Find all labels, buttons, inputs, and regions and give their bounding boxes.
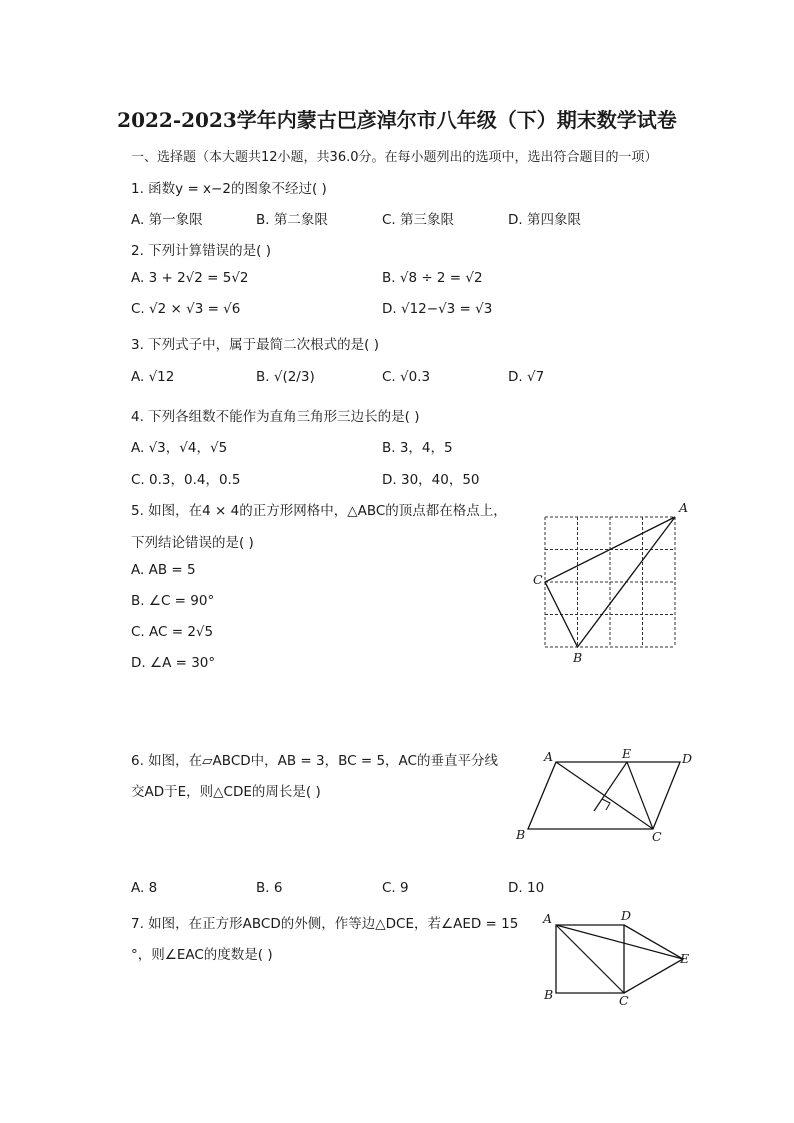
label-a: A xyxy=(543,911,553,926)
question-1-option-b: B. 第二象限 xyxy=(256,212,328,228)
question-6-option-d: D. 10 xyxy=(508,880,545,896)
question-1-option-d: D. 第四象限 xyxy=(508,212,581,228)
label-b: B xyxy=(573,650,583,665)
question-5-stem-line-2: 下列结论错误的是( ) xyxy=(131,535,254,551)
question-2-option-b: B. √8 ÷ 2 = √2 xyxy=(382,270,483,286)
question-2-stem: 2. 下列计算错误的是( ) xyxy=(131,243,271,259)
question-5-option-b: B. ∠C = 90° xyxy=(131,593,215,609)
question-5-grid-figure xyxy=(528,498,698,668)
question-3-option-d: D. √7 xyxy=(508,369,545,385)
label-c: C xyxy=(533,572,543,587)
question-3-option-a: A. √12 xyxy=(131,369,175,385)
diagonal-ac xyxy=(556,925,624,993)
label-e: E xyxy=(680,951,690,966)
question-4-option-c: C. 0.3，0.4，0.5 xyxy=(131,472,241,488)
question-2-option-a: A. 3 + 2√2 = 5√2 xyxy=(131,270,249,286)
question-4-option-a: A. √3，√4，√5 xyxy=(131,440,228,456)
label-b: B xyxy=(516,827,526,842)
triangle-dce xyxy=(624,925,683,993)
question-3-option-b: B. √(2/3) xyxy=(256,369,315,385)
question-7-stem-line-2: °，则∠EAC的度数是( ) xyxy=(131,947,273,963)
question-4-option-b: B. 3，4，5 xyxy=(382,440,453,456)
perpendicular-bisector xyxy=(594,762,627,811)
question-1-option-a: A. 第一象限 xyxy=(131,212,203,228)
question-2-option-c: C. √2 × √3 = √6 xyxy=(131,301,241,317)
question-3-option-c: C. √0.3 xyxy=(382,369,431,385)
right-angle-mark xyxy=(602,799,610,810)
grid-lines xyxy=(545,517,675,647)
question-1-stem: 1. 函数y = x−2的图象不经过( ) xyxy=(131,181,327,197)
question-3-stem: 3. 下列式子中，属于最简二次根式的是( ) xyxy=(131,337,379,353)
question-5-option-d: D. ∠A = 30° xyxy=(131,655,216,671)
question-6-option-a: A. 8 xyxy=(131,880,158,896)
section-heading: 一、选择题（本大题共12小题，共36.0分。在每小题列出的选项中，选出符合题目的一项） xyxy=(131,150,658,165)
label-d: D xyxy=(682,751,693,766)
label-b: B xyxy=(544,987,554,1002)
label-a: A xyxy=(679,500,689,515)
question-7-square-figure xyxy=(535,905,700,1010)
segment-ae xyxy=(556,925,683,959)
question-6-option-b: B. 6 xyxy=(256,880,283,896)
label-d: D xyxy=(621,908,632,923)
label-c: C xyxy=(652,829,662,844)
question-5-stem-line-1: 5. 如图，在4 × 4的正方形网格中，△ABC的顶点都在格点上， xyxy=(131,503,507,519)
question-6-parallelogram-figure xyxy=(510,745,700,845)
question-5-option-a: A. AB = 5 xyxy=(131,562,196,578)
question-4-stem: 4. 下列各组数不能作为直角三角形三边长的是( ) xyxy=(131,409,420,425)
segment-ce xyxy=(627,762,653,829)
question-6-option-c: C. 9 xyxy=(382,880,409,896)
paper-title: 2022-2023学年内蒙古巴彦淖尔市八年级（下）期末数学试卷 xyxy=(117,108,677,132)
question-6-stem-line-1: 6. 如图，在▱ABCD中，AB = 3，BC = 5，AC的垂直平分线 xyxy=(131,753,498,769)
question-6-stem-line-2: 交AD于E，则△CDE的周长是( ) xyxy=(131,784,321,800)
question-5-option-c: C. AC = 2√5 xyxy=(131,624,214,640)
label-e: E xyxy=(622,746,632,761)
question-1-option-c: C. 第三象限 xyxy=(382,212,455,228)
label-c: C xyxy=(619,993,629,1008)
question-7-stem-line-1: 7. 如图，在正方形ABCD的外侧，作等边△DCE，若∠AED = 15 xyxy=(131,916,519,932)
question-4-option-d: D. 30，40，50 xyxy=(382,472,480,488)
question-2-option-d: D. √12−√3 = √3 xyxy=(382,301,493,317)
label-a: A xyxy=(544,749,554,764)
